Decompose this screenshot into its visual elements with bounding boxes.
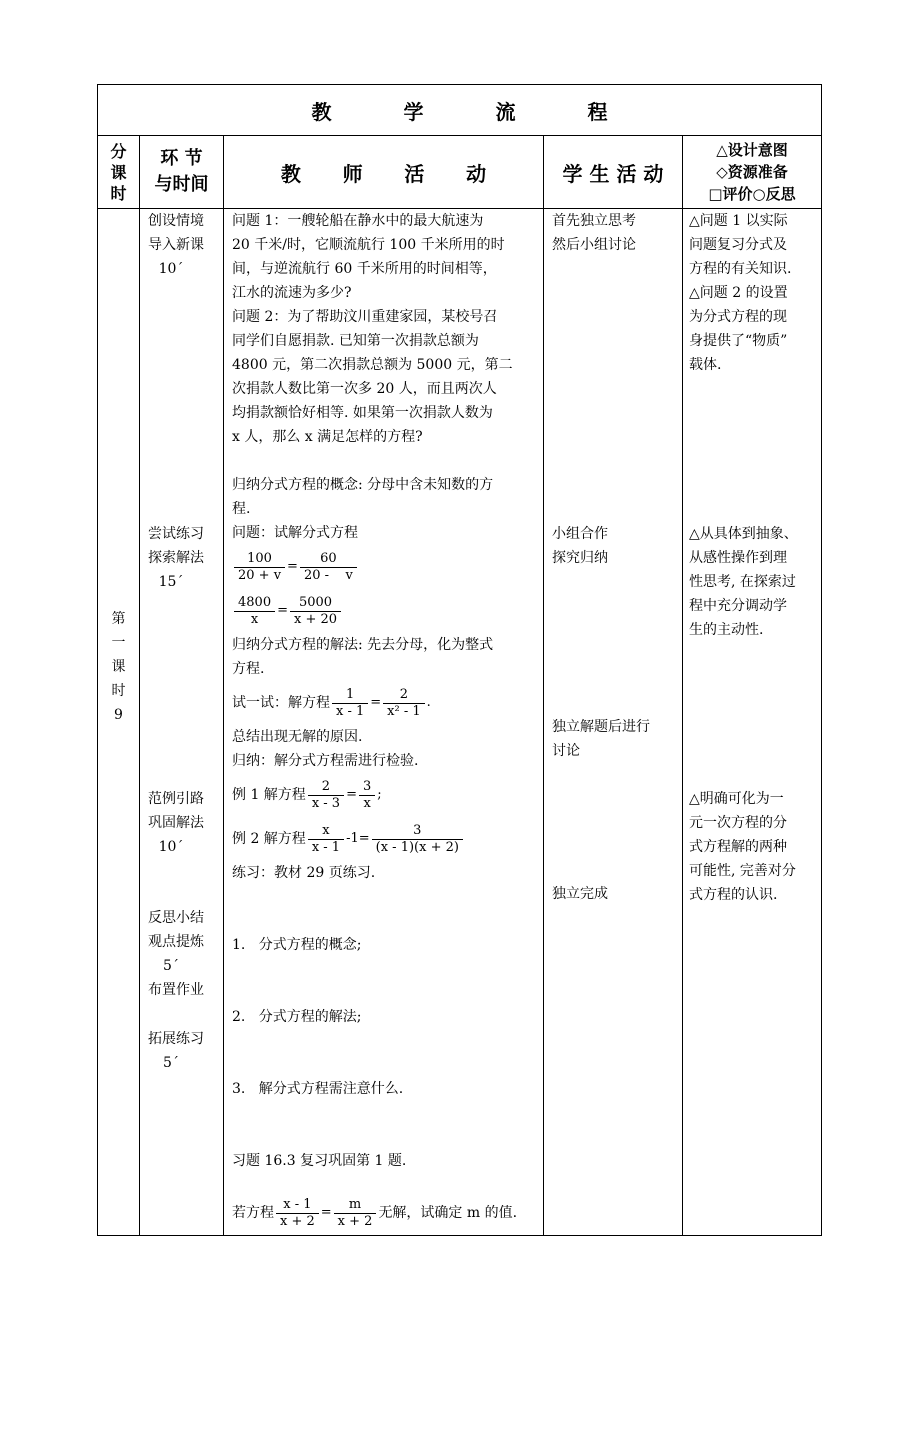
fraction xyxy=(372,823,463,856)
stage-item xyxy=(148,522,204,594)
question-1 xyxy=(232,209,537,305)
header-char: 课 xyxy=(110,162,127,182)
stage-time: 10´ xyxy=(158,839,184,855)
stage-line: 范例引路 xyxy=(148,791,204,807)
summary-list xyxy=(232,885,537,1149)
stage-item xyxy=(148,978,204,1002)
fraction xyxy=(383,687,424,720)
header-line: ◇资源准备 xyxy=(716,163,788,181)
equals-sign: = xyxy=(346,787,357,802)
text-line: 问题复习分式及 xyxy=(689,237,787,253)
text-line: 式方程解的两种 xyxy=(689,839,787,855)
numerator: 5000 xyxy=(298,594,333,610)
text-line: △问题 1 以实际 xyxy=(689,213,788,229)
operator: -1= xyxy=(346,831,370,846)
numerator: x xyxy=(322,822,330,838)
text-line: 元一次方程的分 xyxy=(689,815,787,831)
lesson-label-char: 第 xyxy=(111,611,126,627)
text-line: △问题 2 的设置 xyxy=(689,285,788,301)
text-line: 总结出现无解的原因. xyxy=(232,729,363,745)
denominator: x + 2 xyxy=(334,1213,377,1230)
fraction xyxy=(234,551,285,584)
design-note-1 xyxy=(689,209,791,377)
list-item: 2. 分式方程的解法; xyxy=(232,1009,362,1025)
student-activity-3 xyxy=(552,715,650,763)
design-note-3 xyxy=(689,787,796,907)
text-line: 讨论 xyxy=(552,743,580,759)
text-line: 归纳：解分式方程需进行检验. xyxy=(232,753,419,769)
denominator: x + 20 xyxy=(290,611,341,628)
text-line: 然后小组讨论 xyxy=(552,237,636,253)
text-line: 若方程 xyxy=(232,1205,274,1221)
stage-line: 布置作业 xyxy=(148,982,204,998)
text-line: 无解，试确定 m 的值. xyxy=(378,1205,518,1221)
numerator: 4800 xyxy=(238,594,272,610)
method-summary xyxy=(232,633,537,681)
text-line: 从感性操作到理 xyxy=(689,550,787,566)
student-activity-2 xyxy=(552,522,608,570)
text-line: 试一试：解方程 xyxy=(232,695,330,711)
header-line: 环 节 xyxy=(160,148,203,169)
table-title xyxy=(98,85,822,136)
text-line: 练习：教材 29 页练习. xyxy=(232,865,376,881)
title-char: 流 xyxy=(495,99,516,124)
denominator: 20 - v xyxy=(300,567,357,584)
text-line: 习题 16.3 复习巩固第 1 题. xyxy=(232,1153,407,1169)
text-line: 间，与逆流航行 60 千米所用的时间相等， xyxy=(232,261,497,277)
equation-2 xyxy=(232,589,537,633)
header-lesson-period xyxy=(98,136,140,209)
lesson-label-char: 课 xyxy=(111,659,126,675)
title-char: 学 xyxy=(403,99,424,124)
header-student-activity: 学 生 活 动 xyxy=(544,136,683,209)
fraction xyxy=(234,595,275,628)
equation-1 xyxy=(232,545,537,589)
question-2 xyxy=(232,305,537,449)
text-line: 均捐款额恰好相等. 如果第一次捐款人数为 xyxy=(232,405,493,421)
text-line: 同学们自愿捐款. 已知第一次捐款总额为 xyxy=(232,333,479,349)
design-note-2 xyxy=(689,522,798,642)
list-item: 3. 解分式方程需注意什么. xyxy=(232,1081,404,1097)
lesson-label-char: 一 xyxy=(111,635,126,651)
stage-time: 10´ xyxy=(158,261,184,277)
text-line: 程. xyxy=(232,501,251,517)
denominator: 20 + v xyxy=(234,567,285,584)
denominator: x - 1 xyxy=(308,839,344,856)
stage-line: 拓展练习 xyxy=(148,1031,204,1047)
concept-summary xyxy=(232,473,537,521)
text-line: 问题 1：一艘轮船在静水中的最大航速为 xyxy=(232,213,484,229)
header-line: △设计意图 xyxy=(716,141,788,159)
text-line: 问题：试解分式方程 xyxy=(232,525,358,541)
stage-time: 15´ xyxy=(158,574,184,590)
stage-line: 创设情境 xyxy=(148,213,204,229)
text-line: 首先独立思考 xyxy=(552,213,636,229)
text-line: 小组合作 xyxy=(552,526,608,542)
stage-time: 5´ xyxy=(163,958,179,974)
design-notes-cell xyxy=(683,209,822,1236)
list-item: 1. 分式方程的概念; xyxy=(232,937,362,953)
equals-sign: = xyxy=(320,1205,332,1220)
numerator: x - 1 xyxy=(283,1196,312,1212)
header-line: □评价○反思 xyxy=(708,185,796,203)
fraction xyxy=(308,823,344,856)
numerator: 3 xyxy=(362,778,372,794)
text-line: △明确可化为一 xyxy=(689,791,784,807)
fraction xyxy=(276,1197,319,1230)
stages-cell xyxy=(140,209,224,1236)
text-line: 归纳分式方程的概念: 分母中含未知数的方 xyxy=(232,477,494,493)
stage-time: 5´ xyxy=(163,1055,179,1071)
stage-line: 尝试练习 xyxy=(148,526,204,542)
text-line: 例 1 解方程 xyxy=(232,787,306,803)
text-line: 江水的流速为多少? xyxy=(232,285,352,301)
text-line: 独立完成 xyxy=(552,886,608,902)
example-1 xyxy=(232,773,537,817)
stage-line: 导入新课 xyxy=(148,237,204,253)
stage-item xyxy=(148,787,204,859)
period: . xyxy=(426,695,431,710)
text-line: 独立解题后进行 xyxy=(552,719,650,735)
denominator: x xyxy=(359,795,375,812)
text-line: 方程. xyxy=(232,661,265,677)
header-char: 时 xyxy=(110,183,127,203)
example-2 xyxy=(232,817,537,861)
stage-item xyxy=(148,209,204,281)
text-line: △从具体到抽象、 xyxy=(689,526,798,542)
stage-line: 探索解法 xyxy=(148,550,204,566)
fraction xyxy=(334,1197,377,1230)
stage-line: 巩固解法 xyxy=(148,815,204,831)
numerator: m xyxy=(348,1196,362,1212)
fraction xyxy=(308,779,344,812)
text-line: 例 2 解方程 xyxy=(232,831,306,847)
lesson-label-cell xyxy=(98,209,140,1236)
student-activity-cell xyxy=(544,209,683,1236)
extension-equation xyxy=(232,1191,537,1235)
header-char: 分 xyxy=(110,141,127,161)
numerator: 100 xyxy=(247,550,272,566)
equals-sign: = xyxy=(277,603,288,618)
lesson-plan-page xyxy=(97,84,821,1444)
text-line: 可能性, 完善对分 xyxy=(689,863,796,879)
text-line: 4800 元，第二次捐款总额为 5000 元，第二 xyxy=(232,357,513,373)
equals-sign: = xyxy=(287,559,298,574)
text-line: 生的主动性. xyxy=(689,622,764,638)
text-line: 身提供了“物质” xyxy=(689,333,788,349)
text-line: 归纳分式方程的解法: 先去分母，化为整式 xyxy=(232,637,494,653)
text-line: 性思考, 在探索过 xyxy=(689,574,796,590)
text-line: 载体. xyxy=(689,357,722,373)
text-line: 式方程的认识. xyxy=(689,887,778,903)
numerator: 3 xyxy=(413,822,422,838)
text-line: 20 千米/时，它顺流航行 100 千米所用的时 xyxy=(232,237,505,253)
equals-sign: = xyxy=(370,695,382,710)
student-activity-4 xyxy=(552,882,608,906)
text-line: 问题 2：为了帮助汶川重建家园，某校号召 xyxy=(232,309,498,325)
lesson-label-char: 时 xyxy=(111,683,126,699)
header-design-notes xyxy=(683,136,822,209)
stage-line: 反思小结 xyxy=(148,910,204,926)
denominator: x² - 1 xyxy=(383,703,424,720)
lesson-flow-table xyxy=(97,84,822,1236)
denominator: x xyxy=(234,611,275,628)
numerator: 1 xyxy=(345,686,355,702)
denominator: x + 2 xyxy=(276,1213,319,1230)
fraction xyxy=(300,551,357,584)
denominator: x - 3 xyxy=(308,795,344,812)
title-char: 教 xyxy=(311,99,332,124)
fraction xyxy=(290,595,341,628)
title-char: 程 xyxy=(587,99,608,124)
semicolon: ; xyxy=(377,787,382,802)
try-equation xyxy=(232,681,537,725)
teacher-activity-cell xyxy=(224,209,544,1236)
numerator: 60 xyxy=(320,550,337,566)
student-activity-1 xyxy=(552,209,636,257)
denominator: (x - 1)(x + 2) xyxy=(372,839,463,856)
stage-item xyxy=(148,906,204,978)
text-line: 方程的有关知识. xyxy=(689,261,792,277)
text-line: 为分式方程的现 xyxy=(689,309,787,325)
header-line: 与时间 xyxy=(154,174,209,195)
stage-item xyxy=(148,1027,204,1075)
text-line: 次捐款人数比第一次多 20 人，而且两次人 xyxy=(232,381,497,397)
text-line: 程中充分调动学 xyxy=(689,598,787,614)
numerator: 2 xyxy=(399,686,409,702)
numerator: 2 xyxy=(321,778,331,794)
header-teacher-activity: 教 师 活 动 xyxy=(224,136,544,209)
lesson-label-char: 9 xyxy=(114,707,123,723)
text-line: 探究归纳 xyxy=(552,550,608,566)
stage-line: 观点提炼 xyxy=(148,934,204,950)
fraction xyxy=(359,779,375,812)
fraction xyxy=(332,687,368,720)
text-line: x 人，那么 x 满足怎样的方程? xyxy=(232,429,423,445)
denominator: x - 1 xyxy=(332,703,368,720)
header-stage-time xyxy=(140,136,224,209)
